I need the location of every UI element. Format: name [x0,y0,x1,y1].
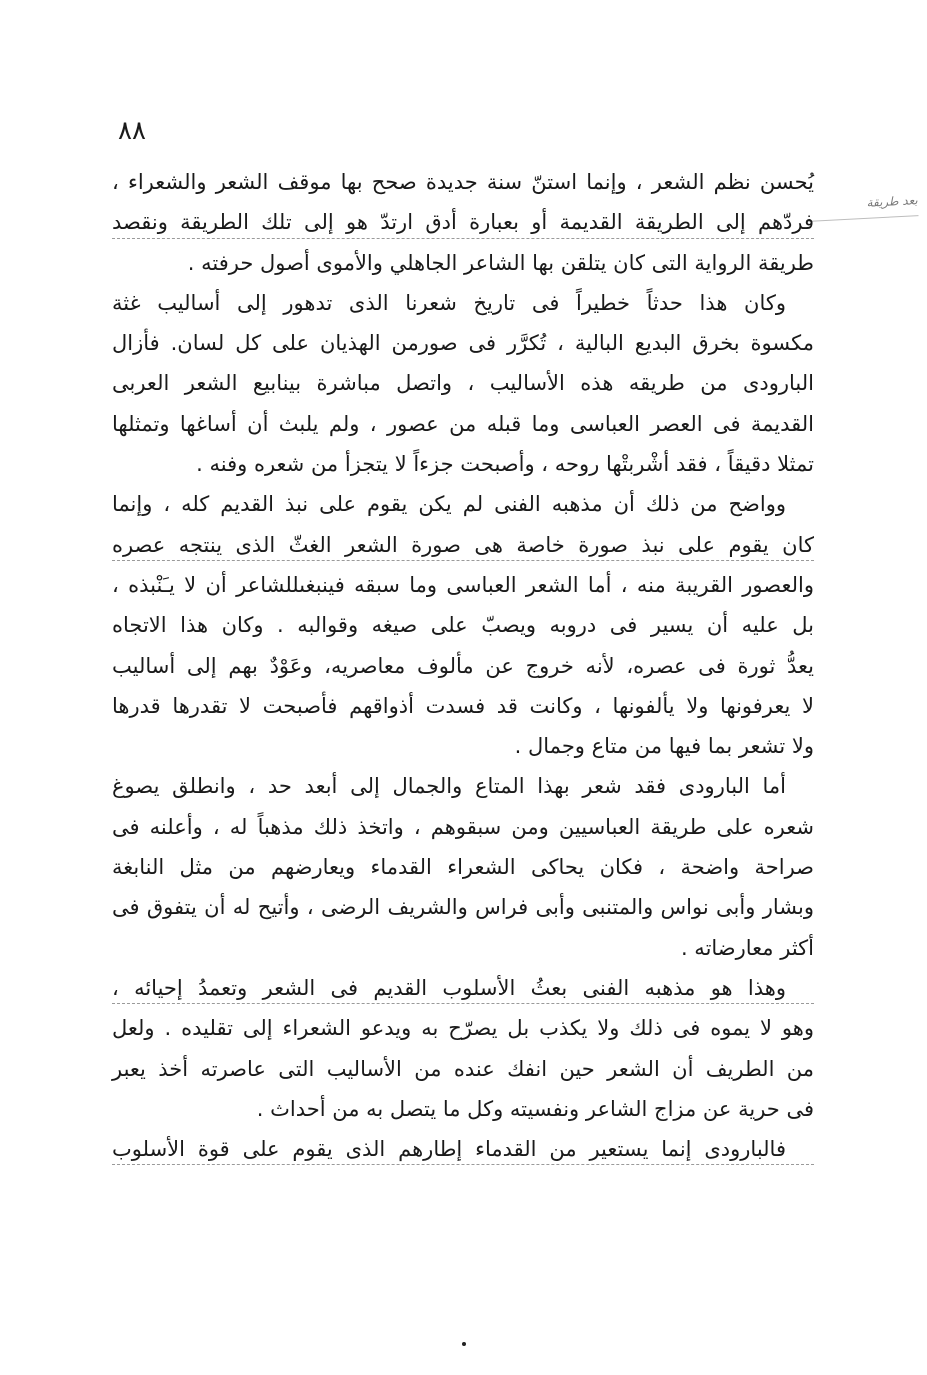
text-line: البارودى من طريقه هذه الأساليب ، واتصل مباشرة بينابيع الشعر العربى [112,371,814,396]
text-line: تمثلا دقيقاً ، فقد أشْربتْها روحه ، وأصبحت جزءاً لا يتجزأ من شعره وفنه . [196,452,814,477]
text-line: كان يقوم على نبذ صورة خاصة هى صورة الشعر الغثّ الذى ينتجه عصره [112,525,814,565]
text-line: وكان هذا حدثاً خطيراً فى تاريخ شعرنا الذى تدهور إلى أساليب غثة [112,290,786,315]
handwritten-margin-note: بعد طريقة [807,193,918,222]
paragraph [112,484,814,766]
paragraph [112,283,814,484]
text-line: فالبارودى إنما يستعير من القدماء إطارهم الذى يقوم على قوة الأسلوب [112,1129,814,1169]
text-line: يُحسن نظم الشعر ، وإنما استنّ سنة جديدة صحح بها موقف الشعر والشعراء ، [112,170,814,194]
text-line: شعره على طريقة العباسيين ومن سبقوهم ، واتخذ ذلك مذهباً له ، وأعلنه فى [112,814,814,839]
text-line: وهذا هو مذهبه الفنى بعثُ الأسلوب القديم فى الشعر وتعمدُ إحيائه ، [112,968,814,1008]
text-line: طريقة الرواية التى كان يتلقن بها الشاعر الجاهلي والأموى أصول حرفته . [187,250,814,275]
text-line: وواضح من ذلك أن مذهبه الفنى لم يكن يقوم على نبذ القديم كله ، وإنما [112,492,786,517]
text-line: وهو لا يموه فى ذلك ولا يكذب بل يصرّح به ويدعو الشعراء إلى تقليده . ولعل [112,1016,814,1041]
page-body [112,162,814,1169]
text-line: وبشار وأبى نواس والمتنبى وأبى فراس والشريف الرضى ، وأتيح له أن يتفوق فى [112,895,814,920]
paragraph [112,162,814,283]
text-line: فردّهم إلى الطريقة القديمة أو بعبارة أدق ارتدّ هو إلى تلك الطريقة ونقصد [112,202,814,242]
text-line: بل عليه أن يسير فى دروبه ويصبّ على صيغه وقوالبه . وكان هذا الاتجاه [112,613,814,638]
text-line: فى حرية عن مزاج الشاعر ونفسيته وكل ما يتصل به من أحداث . [256,1096,814,1121]
text-line: ولا تشعر بما فيها من متاع وجمال . [514,734,814,759]
text-line: من الطريف أن الشعر حين انفك عنده من الأساليب التى عاصرته أخذ يعبر [112,1056,814,1081]
text-line: يعدُّ ثورة فى عصره، لأنه خروج عن مألوف معاصريه، وعَوْدٌ بهم إلى أساليب [112,653,814,678]
paragraph [112,968,814,1129]
paragraph [112,766,814,967]
text-line: القديمة فى العصر العباسى وما قبله من عصور ، ولم يلبث أن أساغها وتمثلها [112,411,814,436]
text-line: أما البارودى فقد شعر بهذا المتاع والجمال إلى أبعد حد ، وانطلق يصوغ [112,774,786,799]
text-line: والعصور القريبة منه ، أما الشعر العباسى وما سبقه فينبغىللشاعر أن لا يـَنْبذه ، [112,572,814,597]
page-number: ٨٨ [118,116,146,146]
text-line: أكثر معارضاته . [680,935,814,960]
text-line: مكسوة بخرق البديع البالية ، تُكرَّر فى صورمن الهذيان على كل لسان. فأزال [112,331,814,356]
text-line: لا يعرفونها ولا يألفونها ، وكانت قد فسدت أذواقهم فأصبحت لا تقدرها قدرها [112,693,814,718]
text-line: صراحة واضحة ، فكان يحاكى الشعراء القدماء ويعارضهم من مثل النابغة [112,855,814,880]
stray-ink-mark [462,1342,466,1346]
paragraph [112,1129,814,1169]
